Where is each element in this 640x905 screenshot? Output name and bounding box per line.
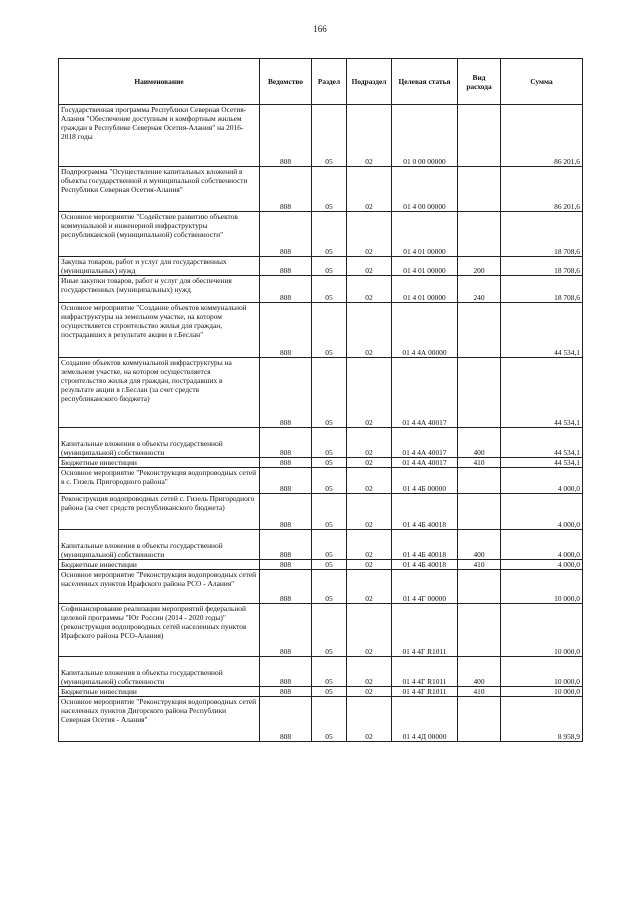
table-row [59,530,583,560]
row-expense: 410 [458,687,501,697]
row-sum: 86 201,6 [501,105,583,167]
row-section: 05 [312,428,347,458]
row-sum: 44 534,1 [501,428,583,458]
row-sum: 8 958,9 [501,697,583,742]
row-sum: 4 000,0 [501,494,583,530]
row-section: 05 [312,468,347,494]
row-dept: 808 [260,358,312,428]
row-expense: 400 [458,530,501,560]
row-dept: 808 [260,257,312,276]
row-section: 05 [312,494,347,530]
row-name: Иные закупки товаров, работ и услуг для обеспечения государственных (муниципальных) нужд [59,276,260,303]
table-row [59,687,583,697]
row-subsection: 02 [347,428,392,458]
row-sum: 4 000,0 [501,468,583,494]
table-row [59,458,583,468]
table-row [59,167,583,212]
table-row [59,276,583,303]
row-name: Софинансирование реализации мероприятий федеральной целевой программы "Юг России (2014 - 2020 годы)" (реконструкция водопроводных сетей населенных пунктов Ирафского района РСО-Алания) [59,604,260,657]
row-name: Основное мероприятие "Реконструкция водопроводных сетей населенных пунктов Дигорского района Республики Северная Осетия - Алания" [59,697,260,742]
row-target: 01 4 4Б 40018 [392,494,458,530]
row-dept: 808 [260,604,312,657]
row-section: 05 [312,358,347,428]
row-sum: 10 000,0 [501,570,583,604]
table-row [59,604,583,657]
row-subsection: 02 [347,358,392,428]
row-sum: 44 534,1 [501,358,583,428]
row-expense [458,167,501,212]
row-subsection: 02 [347,212,392,257]
row-subsection: 02 [347,687,392,697]
row-dept: 808 [260,530,312,560]
row-subsection: 02 [347,167,392,212]
row-target: 01 4 4Б 40018 [392,530,458,560]
row-sum: 44 534,1 [501,303,583,358]
row-dept: 808 [260,212,312,257]
row-subsection: 02 [347,494,392,530]
table-row [59,428,583,458]
row-sum: 18 708,6 [501,276,583,303]
row-dept: 808 [260,687,312,697]
row-target: 01 4 4Б 40018 [392,560,458,570]
row-section: 05 [312,530,347,560]
row-sum: 10 000,0 [501,604,583,657]
row-expense: 200 [458,257,501,276]
row-target: 01 4 4А 00000 [392,303,458,358]
header-subsection: Подраздел [347,59,392,105]
table-row [59,494,583,530]
row-name: Бюджетные инвестиции [59,458,260,468]
table-row [59,257,583,276]
row-dept: 808 [260,167,312,212]
row-target: 01 4 4Г R1011 [392,604,458,657]
row-subsection: 02 [347,530,392,560]
row-section: 05 [312,687,347,697]
row-subsection: 02 [347,604,392,657]
row-section: 05 [312,212,347,257]
row-section: 05 [312,657,347,687]
table-row [59,358,583,428]
row-expense [458,105,501,167]
row-name: Капитальные вложения в объекты государственной (муниципальной) собственности [59,428,260,458]
header-target: Целевая статья [392,59,458,105]
row-name: Закупка товаров, работ и услуг для государственных (муниципальных) нужд [59,257,260,276]
row-sum: 10 000,0 [501,687,583,697]
row-sum: 44 534,1 [501,458,583,468]
row-sum: 18 708,6 [501,257,583,276]
row-name: Капитальные вложения в объекты государственной (муниципальной) собственности [59,530,260,560]
table-header-row [59,59,583,105]
header-sum: Сумма [501,59,583,105]
table-row [59,560,583,570]
row-section: 05 [312,303,347,358]
table-body [59,105,583,742]
row-section: 05 [312,458,347,468]
header-section: Раздел [312,59,347,105]
header-dept: Ведомство [260,59,312,105]
row-name: Бюджетные инвестиции [59,687,260,697]
row-expense: 240 [458,276,501,303]
row-target: 01 4 4А 40017 [392,358,458,428]
row-subsection: 02 [347,257,392,276]
row-expense [458,570,501,604]
row-name: Реконструкция водопроводных сетей с. Гизель Пригородного района (за счет средств республиканского бюджета) [59,494,260,530]
row-dept: 808 [260,697,312,742]
row-section: 05 [312,697,347,742]
row-dept: 808 [260,657,312,687]
row-dept: 808 [260,570,312,604]
row-name: Основное мероприятие "Содействие развитию объектов коммунальной и инженерной инфраструктуры республиканской (муниципальной) собственности" [59,212,260,257]
row-name: Капитальные вложения в объекты государственной (муниципальной) собственности [59,657,260,687]
row-target: 01 4 4Г 00000 [392,570,458,604]
row-dept: 808 [260,276,312,303]
row-expense [458,604,501,657]
row-section: 05 [312,604,347,657]
row-target: 01 4 01 00000 [392,257,458,276]
row-expense: 410 [458,560,501,570]
row-subsection: 02 [347,276,392,303]
row-subsection: 02 [347,697,392,742]
row-section: 05 [312,257,347,276]
row-section: 05 [312,570,347,604]
budget-table [58,58,583,742]
row-dept: 808 [260,303,312,358]
row-sum: 4 000,0 [501,530,583,560]
row-target: 01 4 4А 40017 [392,458,458,468]
row-sum: 10 000,0 [501,657,583,687]
row-target: 01 4 4А 40017 [392,428,458,458]
row-subsection: 02 [347,657,392,687]
row-expense [458,697,501,742]
row-section: 05 [312,276,347,303]
table-row [59,468,583,494]
row-subsection: 02 [347,468,392,494]
row-expense [458,303,501,358]
row-target: 01 0 00 00000 [392,105,458,167]
row-target: 01 4 01 00000 [392,276,458,303]
row-name: Подпрограмма "Осуществление капитальных вложений в объекты государственной и муниципальной собственности Республики Северная Осетия-Алания" [59,167,260,212]
table-row [59,657,583,687]
row-expense [458,468,501,494]
row-expense: 410 [458,458,501,468]
row-sum: 86 201,6 [501,167,583,212]
table-row [59,570,583,604]
row-subsection: 02 [347,570,392,604]
row-target: 01 4 4Г R1011 [392,657,458,687]
table-row [59,303,583,358]
row-name: Государственная программа Республики Северная Осетия-Алания "Обеспечение доступным и комфортным жильем граждан в Республике Северная Осетия-Алания" на 2016-2018 годы [59,105,260,167]
row-expense [458,212,501,257]
header-expense: Вид расхода [458,59,501,105]
row-expense: 400 [458,428,501,458]
row-name: Бюджетные инвестиции [59,560,260,570]
row-name: Основное мероприятие "Реконструкция водопроводных сетей населенных пунктов Ирафского района РСО - Алания" [59,570,260,604]
row-dept: 808 [260,494,312,530]
row-dept: 808 [260,458,312,468]
row-section: 05 [312,560,347,570]
table-row [59,212,583,257]
table-row [59,697,583,742]
row-subsection: 02 [347,105,392,167]
row-target: 01 4 01 00000 [392,212,458,257]
row-name: Создание объектов коммунальной инфраструктуры на земельном участке, на котором осуществляется строительство жилья для граждан, пострадавших в результате акции в г.Беслан (за счет средств республиканского бюджета) [59,358,260,428]
row-expense [458,494,501,530]
row-target: 01 4 4Б 00000 [392,468,458,494]
row-expense [458,358,501,428]
page-number: 166 [313,24,327,34]
row-subsection: 02 [347,458,392,468]
row-section: 05 [312,167,347,212]
row-target: 01 4 00 00000 [392,167,458,212]
row-section: 05 [312,105,347,167]
row-sum: 18 708,6 [501,212,583,257]
row-dept: 808 [260,428,312,458]
row-expense: 400 [458,657,501,687]
header-name: Наименование [59,59,260,105]
row-target: 01 4 4Г R1011 [392,687,458,697]
row-dept: 808 [260,468,312,494]
row-sum: 4 000,0 [501,560,583,570]
row-subsection: 02 [347,560,392,570]
table-row [59,105,583,167]
row-name: Основное мероприятие "Создание объектов коммунальной инфраструктуры на земельном участке, на котором осуществляется строительство жилья для граждан, пострадавших в результате акции в г.Беслан" [59,303,260,358]
row-subsection: 02 [347,303,392,358]
row-dept: 808 [260,105,312,167]
row-dept: 808 [260,560,312,570]
row-target: 01 4 4Д 00000 [392,697,458,742]
row-name: Основное мероприятие "Реконструкция водопроводных сетей в с. Гизель Пригородного района" [59,468,260,494]
